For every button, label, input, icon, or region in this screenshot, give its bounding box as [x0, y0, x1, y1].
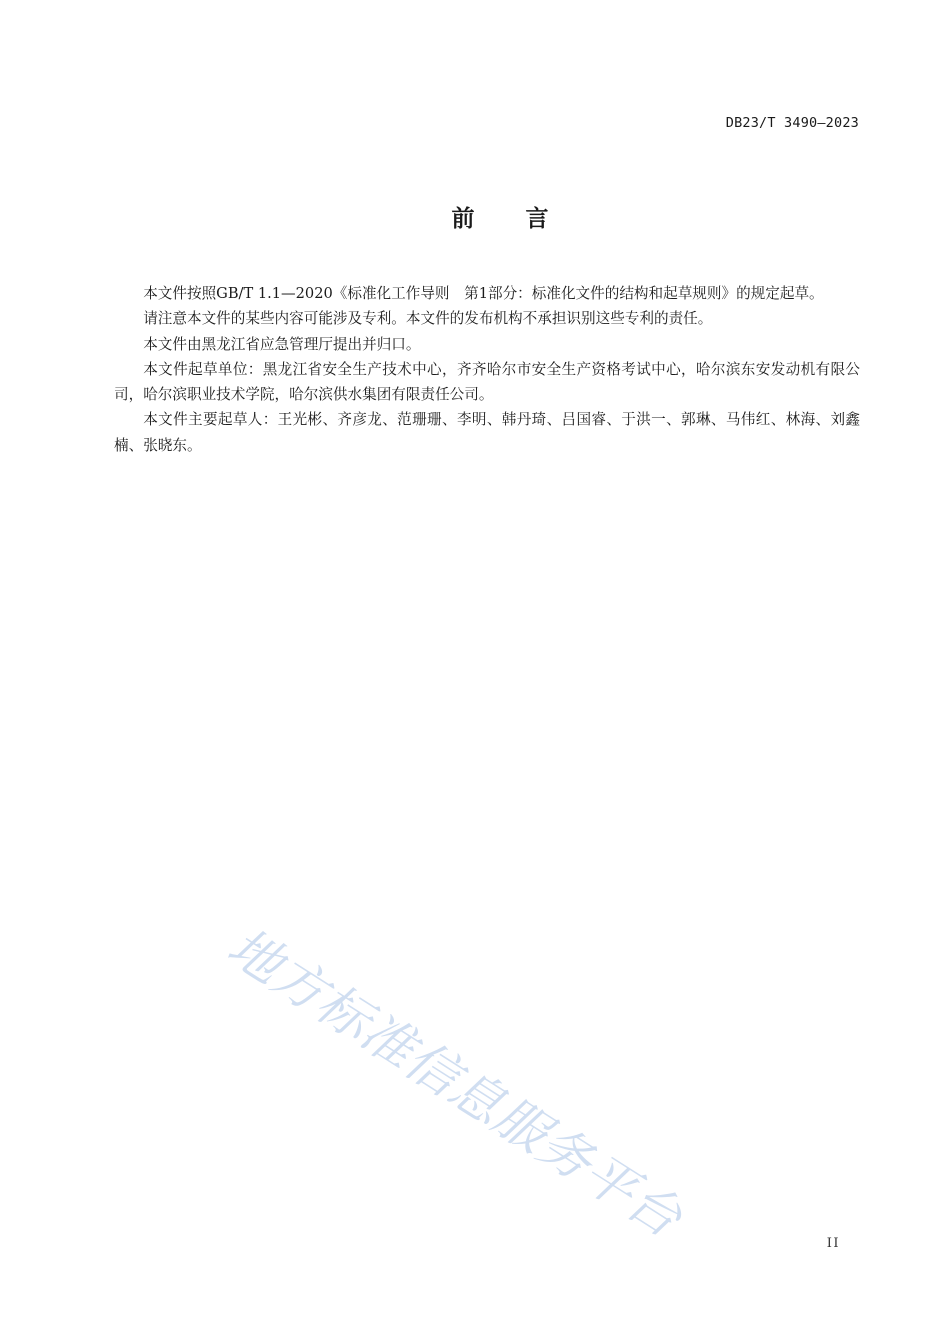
title-char-2: 言 [525, 206, 549, 232]
page-title [0, 200, 950, 233]
page-number: II [826, 1236, 840, 1251]
foreword-body [114, 281, 860, 458]
document-code: DB23/T 3490—2023 [725, 115, 859, 131]
paragraph-proposer: 本文件由黑龙江省应急管理厅提出并归口。 [143, 335, 421, 353]
paragraph-drafting-units: 本文件起草单位：黑龙江省安全生产技术中心，齐齐哈尔市安全生产资格考试中心，哈尔滨东安发动机有限公司，哈尔滨职业技术学院，哈尔滨供水集团有限责任公司。 [114, 360, 860, 404]
watermark: 地方标准信息服务平台 [216, 916, 692, 1250]
title-char-1: 前 [451, 206, 475, 232]
paragraph-standard-basis: 本文件按照GB/T 1.1—2020《标准化工作导则 第1部分：标准化文件的结构和起草规则》的规定起草。 [143, 285, 824, 302]
paragraph-drafters: 本文件主要起草人：王光彬、齐彦龙、范珊珊、李明、韩丹琦、吕国睿、于洪一、郭琳、马伟红、林海、刘鑫楠、张晓东。 [114, 411, 860, 454]
paragraph-patent-notice: 请注意本文件的某些内容可能涉及专利。本文件的发布机构不承担识别这些专利的责任。 [143, 310, 713, 328]
